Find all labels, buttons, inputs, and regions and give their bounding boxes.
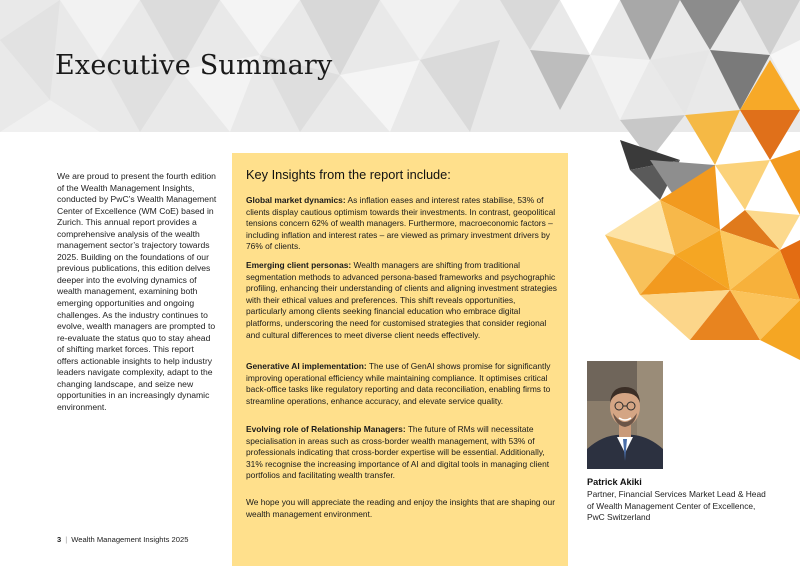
footer-separator: | <box>65 535 68 544</box>
intro-paragraph: We are proud to present the fourth edition of the Wealth Management Insights, conducted by PwC’s Wealth Management Center of Excellence (WM CoE) based in Zurich. This annual report provides a comprehensive analysis of the wealth management sector’s trajectory towards 2025. Building on the foundations of our previous publications, this edition delves deeper into the evolving dynamics of wealth management, examining both emerging opportunities and ongoing challenges. As the industry continues to evolve, wealth managers are prompted to re-evaluate the status quo to stay ahead of shifting market forces. This report offers actionable insights to help industry leaders navigate complexity, adapt to the changing landscape, and seize new opportunities in an increasingly dynamic environment. <box>57 171 217 412</box>
insight-relationship-managers <box>246 424 558 482</box>
page-footer <box>57 535 188 544</box>
page-title: Executive Summary <box>55 50 333 81</box>
insight-text: Wealth managers are shifting from traditional segmentation methods to advanced persona-based frameworks and psychographic profiling, enhancing their understanding of clients and aligning investment strategies with their ethical values and preferences. This shift reveals opportunities, particularly among clients seeking financial education who embrace digital platforms, underscoring the need for customised strategies that consider regional and cultural differences to meet diverse client needs effectively. <box>246 260 557 340</box>
insight-client-personas <box>246 260 558 341</box>
insight-label: Global market dynamics: <box>246 195 346 205</box>
insight-label: Generative AI implementation: <box>246 361 367 371</box>
author-name: Patrick Akiki <box>587 477 642 487</box>
publication-name: Wealth Management Insights 2025 <box>71 535 189 544</box>
closing-paragraph: We hope you will appreciate the reading and enjoy the insights that are shaping our wealth management environment. <box>246 497 555 519</box>
author-photo <box>587 361 663 469</box>
insight-label: Emerging client personas: <box>246 260 352 270</box>
author-title: Partner, Financial Services Market Lead & Head of Wealth Management Center of Excellence, PwC Switzerland <box>587 489 766 522</box>
insight-text: The future of RMs will necessitate specialisation in areas such as cross-border wealth management, with 53% of professionals indicating that cross-border expertise will be essential. Additionally, 31% recognise the increasing importance of AI and digital tools in managing client portfolios and facilitating wealth transfer. <box>246 424 550 481</box>
insight-label: Evolving role of Relationship Managers: <box>246 424 406 434</box>
insight-global-market <box>246 195 558 253</box>
page-number: 3 <box>57 535 62 544</box>
insight-text: The use of GenAI shows promise for significantly improving operational efficiency while maintaining compliance. It optimises critical back-office tasks like regulatory reporting and data reconciliation, enabling firms to streamline operations, enhance accuracy, and elevate service quality. <box>246 361 551 406</box>
insight-text: As inflation eases and interest rates stabilise, 53% of clients display cautious optimism towards their investments. In contrast, geopolitical tensions concern 62% of wealth managers. Furthermore, macroeconomic factors – including inflation and interest rates – are viewed as primary investment drivers by 76% of clients. <box>246 195 556 252</box>
insight-generative-ai <box>246 361 558 407</box>
key-insights-heading: Key Insights from the report include: <box>246 167 451 182</box>
